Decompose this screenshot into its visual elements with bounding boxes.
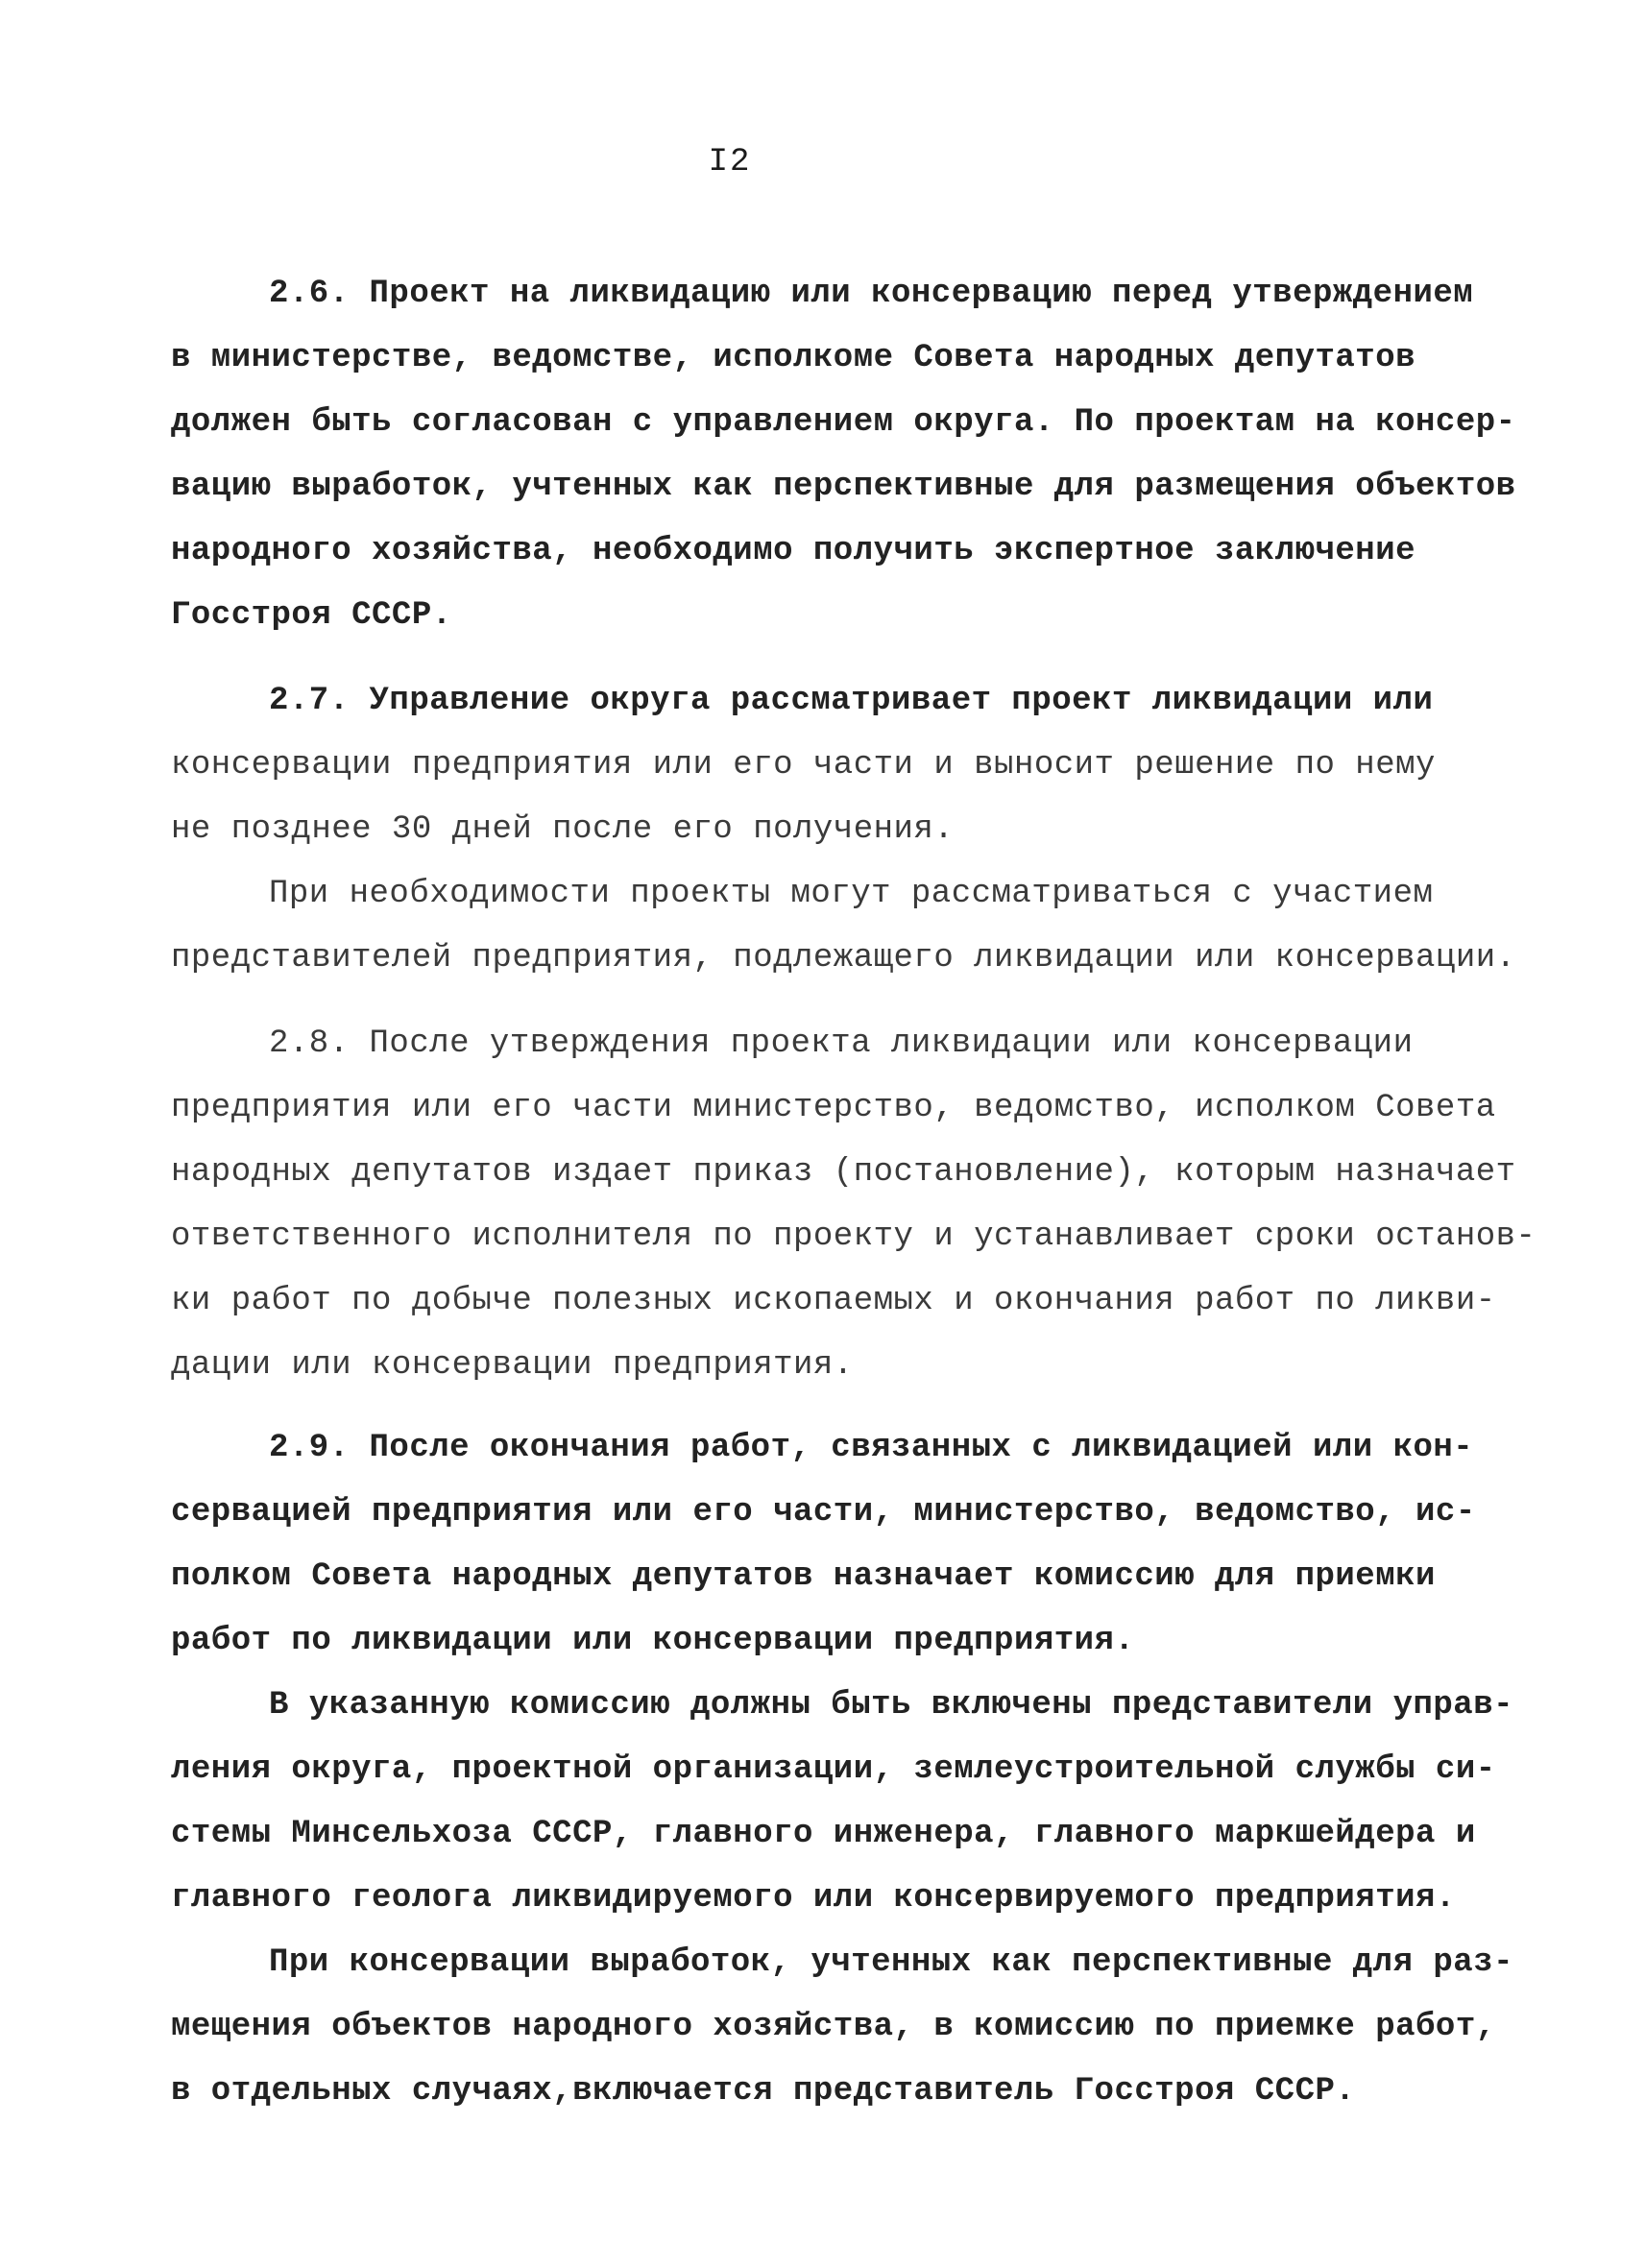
text-line: Госстроя СССР. [171,597,452,634]
text-line: ки работ по добыче полезных ископаемых и окончания работ по ликви- [171,1283,1496,1319]
text-line: 2.7. Управление округа рассматривает проект ликвидации или [269,683,1434,719]
text-line: народного хозяйства, необходимо получить экспертное заключение [171,533,1416,569]
text-line: ления округа, проектной организации, землеустроительной службы си- [171,1751,1496,1788]
text-line: ответственного исполнителя по проекту и устанавливает сроки останов- [171,1218,1536,1255]
text-line: При консервации выработок, учтенных как перспективные для раз- [269,1944,1514,1981]
text-line: При необходимости проекты могут рассматриваться с участием [269,876,1434,912]
text-line: в отдельных случаях,включается представитель Госстроя СССР. [171,2073,1356,2110]
text-line: сервацией предприятия или его части, министерство, ведомство, ис- [171,1494,1476,1531]
text-line: народных депутатов издает приказ (постановление), которым назначает [171,1154,1516,1191]
text-line: в министерстве, ведомстве, исполкоме Совета народных депутатов [171,340,1416,376]
text-line: 2.9. После окончания работ, связанных с ликвидацией или кон- [269,1430,1474,1466]
page-number: I2 [708,144,752,181]
text-line: мещения объектов народного хозяйства, в комиссию по приемке работ, [171,2009,1496,2045]
text-line: главного геолога ликвидируемого или консервируемого предприятия. [171,1880,1456,1917]
text-line: не позднее 30 дней после его получения. [171,811,955,848]
text-line: представителей предприятия, подлежащего ликвидации или консервации. [171,940,1516,977]
text-line: дации или консервации предприятия. [171,1347,854,1384]
text-line: вацию выработок, учтенных как перспективные для размещения объектов [171,469,1516,505]
text-line: стемы Минсельхоза СССР, главного инженера, главного маркшейдера и [171,1816,1476,1852]
text-line: В указанную комиссию должны быть включены представители управ- [269,1687,1514,1724]
text-line: 2.8. После утверждения проекта ликвидации или консервации [269,1025,1414,1062]
text-line: работ по ликвидации или консервации предприятия. [171,1623,1135,1659]
text-line: предприятия или его части министерство, ведомство, исполком Совета [171,1090,1496,1126]
text-line: консервации предприятия или его части и выносит решение по нему [171,747,1436,784]
text-line: полком Совета народных депутатов назначает комиссию для приемки [171,1558,1436,1595]
text-line: должен быть согласован с управлением округа. По проектам на консер- [171,404,1516,441]
text-line: 2.6. Проект на ликвидацию или консервацию перед утверждением [269,276,1474,312]
